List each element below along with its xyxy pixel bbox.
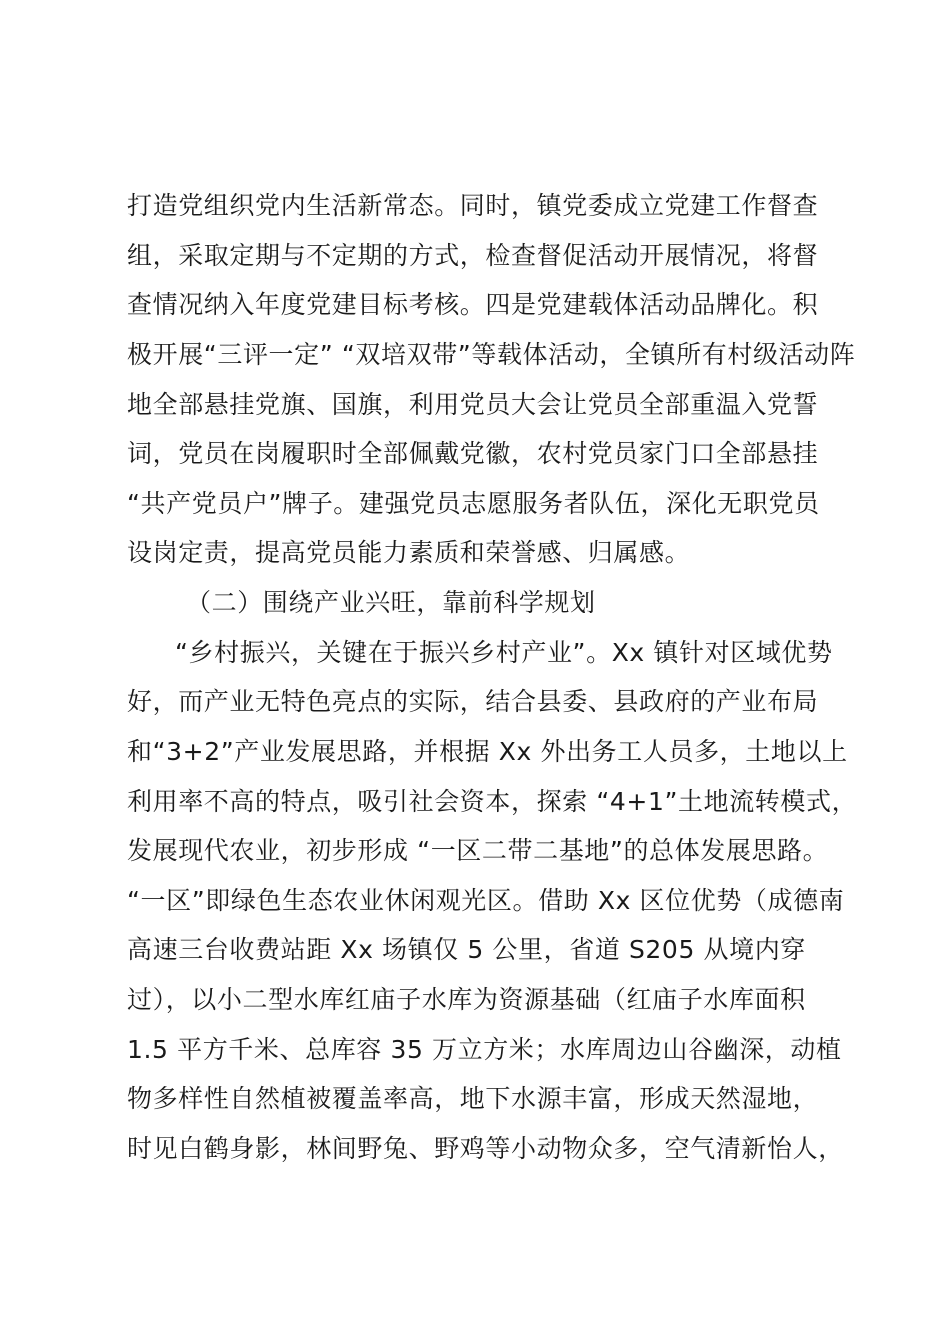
text-line-3: 查情况纳入年度党建目标考核。四是党建载体活动品牌化。积	[127, 290, 819, 319]
text-line-8: 设岗定责，提高党员能力素质和荣誉感、归属感。	[127, 538, 691, 567]
text-line-7: “共产党员户”牌子。建强党员志愿服务者队伍，深化无职党员	[127, 489, 820, 518]
text-line-20: 时见白鹤身影，林间野兔、野鸡等小动物众多，空气清新怡人，	[127, 1134, 844, 1163]
text-line-11: 好，而产业无特色亮点的实际，结合县委、县政府的产业布局	[127, 687, 819, 716]
text-line-15: “一区”即绿色生态农业休闲观光区。借助 Xx 区位优势（成德南	[127, 886, 845, 915]
section-heading: （二）围绕产业兴旺，靠前科学规划	[186, 588, 596, 617]
text-line-6: 词，党员在岗履职时全部佩戴党徽，农村党员家门口全部悬挂	[127, 439, 819, 468]
text-line-14: 发展现代农业，初步形成 “一区二带二基地”的总体发展思路。	[127, 836, 829, 865]
text-line-2: 组，采取定期与不定期的方式，检查督促活动开展情况，将督	[127, 241, 819, 270]
text-line-17: 过），以小二型水库红庙子水库为资源基础（红庙子水库面积	[127, 985, 806, 1014]
text-line-5: 地全部悬挂党旗、国旗，利用党员大会让党员全部重温入党誓	[127, 390, 819, 419]
text-line-1: 打造党组织党内生活新常态。同时，镇党委成立党建工作督查	[127, 191, 819, 220]
text-line-19: 物多样性自然植被覆盖率高，地下水源丰富，形成天然湿地，	[127, 1084, 819, 1113]
paragraph-first-line: “乡村振兴，关键在于振兴乡村产业”。Xx 镇针对区域优势	[175, 638, 833, 667]
text-line-16: 高速三台收费站距 Xx 场镇仅 5 公里，省道 S205 从境内穿	[127, 935, 806, 964]
text-line-4: 极开展“三评一定” “双培双带”等载体活动，全镇所有村级活动阵	[127, 340, 856, 369]
text-line-13: 利用率不高的特点，吸引社会资本，探索 “4+1”土地流转模式，	[127, 787, 858, 816]
text-line-18: 1.5 平方千米、总库容 35 万立方米；水库周边山谷幽深，动植	[127, 1035, 842, 1064]
text-line-12: 和“3+2”产业发展思路，并根据 Xx 外出务工人员多，土地以上	[127, 737, 848, 766]
